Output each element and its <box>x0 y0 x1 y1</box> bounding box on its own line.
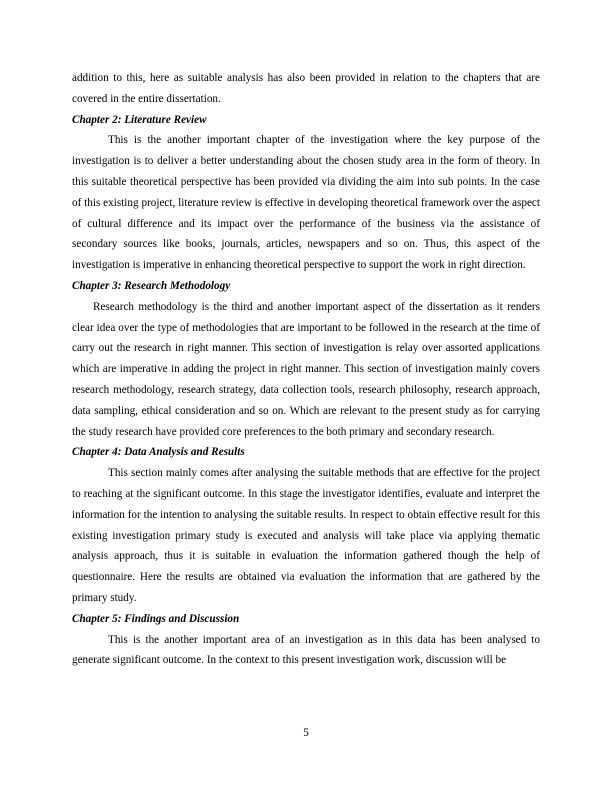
chapter-4-heading: Chapter 4: Data Analysis and Results <box>72 446 245 459</box>
document-page <box>72 68 540 671</box>
chapter-2-body: This is the another important chapter of the investigation where the key purpose of the investigation is to deliver a better understanding about the chosen study area in the form of theory. In this suitable theoretical perspective has been provided via dividing the aim into sub points. In the case of this existing project, literature review is effective in developing theoretical framework over the aspect of cultural difference and its impact over the performance of the business via the assistance of secondary sources like books, journals, articles, newspapers and so on. Thus, this aspect of the investigation is imperative in enhancing theoretical perspective to support the work in right direction. <box>72 134 540 272</box>
chapter-5-body: This is the another important area of an investigation as in this data has been analysed to generate significant outcome. In the context to this present investigation work, discussion will be <box>72 633 540 667</box>
chapter-3-body: Research methodology is the third and another important aspect of the dissertation as it renders clear idea over the type of methodologies that are important to be followed in the research at the time of carry out the research in right manner. This section of investigation is relay over assorted applications which are imperative in adding the project in right manner. This section of investigation mainly covers research methodology, research strategy, data collection tools, research philosophy, research approach, data sampling, ethical consideration and so on. Which are relevant to the present study as for carrying the study research have provided core preferences to the both primary and secondary research. <box>72 300 540 438</box>
chapter-4-body: This section mainly comes after analysing the suitable methods that are effective for the project to reaching at the significant outcome. In this stage the investigator identifies, evaluate and interpret the information for the intention to analysing the suitable results. In respect to obtain effective result for this existing investigation primary study is executed and analysis will take place via applying thematic analysis approach, thus it is suitable in evaluation the information gathered though the help of questionnaire. Here the results are obtained via evaluation the information that are gathered by the primary study. <box>72 467 540 604</box>
intro-paragraph: addition to this, here as suitable analysis has also been provided in relation to the chapters that are covered in the entire dissertation. <box>72 72 540 105</box>
chapter-5-heading: Chapter 5: Findings and Discussion <box>72 612 240 625</box>
page-number: 5 <box>303 727 309 739</box>
chapter-3-heading: Chapter 3: Research Methodology <box>72 279 231 292</box>
chapter-2-heading: Chapter 2: Literature Review <box>72 113 207 126</box>
